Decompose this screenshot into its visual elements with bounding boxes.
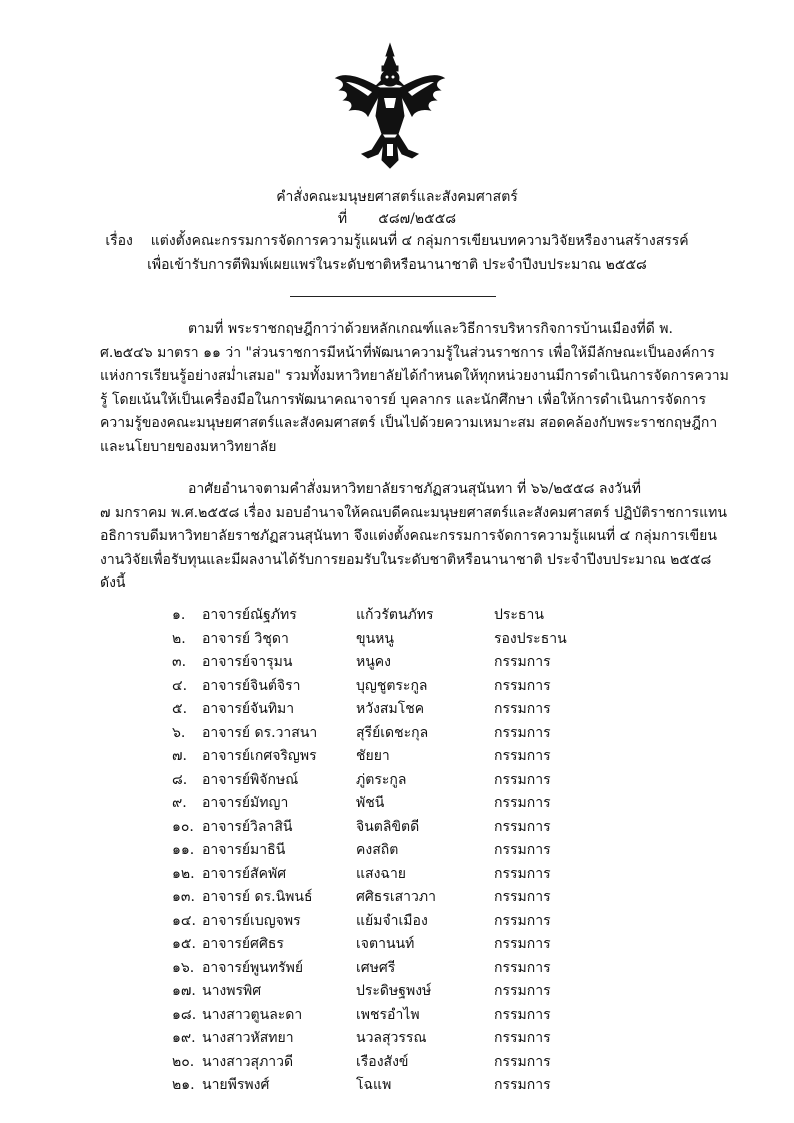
member-number: ๕. — [172, 701, 188, 717]
list-item — [172, 933, 672, 957]
paragraph-line: และนโยบายของมหาวิทยาลัย — [100, 438, 277, 455]
member-surname: หนูคง — [356, 654, 391, 670]
member-number: ๑๗. — [172, 983, 196, 999]
member-number: ๑๐. — [172, 818, 194, 835]
member-name: อาจารย์ณัฐภัทร — [202, 607, 297, 623]
list-item — [172, 980, 672, 1004]
list-item — [172, 628, 672, 652]
member-role: กรรมการ — [494, 842, 551, 858]
member-name: อาจารย์มาธินี — [202, 842, 286, 858]
member-name: อาจารย์จันทิมา — [202, 701, 295, 717]
member-name: อาจารย์ ดร.นิพนธ์ — [202, 889, 313, 905]
list-item — [172, 957, 672, 981]
member-number: ๑๓. — [172, 889, 195, 905]
member-number: ๒. — [172, 630, 186, 647]
member-surname: แย้มจำเมือง — [356, 912, 428, 929]
paragraph-line: ความรู้ของคณะมนุษยศาสตร์และสังคมศาสตร์ เป็นไปด้วยความเหมาะสม สอดคล้องกับพระราชกฤษฎีกา — [100, 415, 718, 431]
member-name: นางสาวหัสทยา — [202, 1030, 294, 1046]
divider — [290, 296, 496, 297]
paragraph-authority — [100, 478, 727, 596]
member-number: ๑๙. — [172, 1030, 196, 1046]
member-surname: สุรีย์เดชะกุล — [356, 724, 429, 741]
member-role: กรรมการ — [494, 1053, 551, 1070]
paragraph-line: แห่งการเรียนรู้อย่างสม่ำเสมอ" รวมทั้งมหาวิทยาลัยได้กำหนดให้ทุกหน่วยงานมีการดำเนินการจัดการความ — [100, 368, 729, 384]
list-item — [172, 886, 672, 910]
member-surname: บุญชูตระกูล — [356, 677, 428, 694]
list-item — [172, 1074, 672, 1098]
member-number: ๑. — [172, 607, 186, 623]
subject-line-2: เพื่อเข้ารับการตีพิมพ์เผยแพร่ในระดับชาติหรือนานาชาติ ประจำปีงบประมาณ ๒๕๕๘ — [147, 257, 647, 273]
member-name: อาจารย์ ดร.วาสนา — [202, 724, 318, 741]
member-number: ๒๐. — [172, 1053, 195, 1070]
number-label: ที่ — [337, 211, 348, 227]
subject-text: แต่งตั้งคณะกรรมการจัดการความรู้แผนที่ ๔ กลุ่มการเขียนบทความวิจัยหรืองานสร้างสรรค์ — [150, 233, 689, 249]
member-surname: หวังสมโชค — [356, 701, 425, 717]
member-name: นางพรพิศ — [202, 983, 262, 999]
member-name: อาจารย์สัคพัศ — [202, 865, 287, 882]
member-number: ๘. — [172, 771, 188, 788]
member-surname: แสงฉาย — [356, 865, 407, 882]
order-issuer: คำสั่งคณะมนุษยศาสตร์และสังคมศาสตร์ — [276, 189, 518, 205]
member-name: อาจารย์พูนทรัพย์ — [202, 959, 304, 976]
member-number: ๗. — [172, 748, 187, 764]
member-role: กรรมการ — [494, 983, 551, 999]
member-number: ๑๘. — [172, 1006, 197, 1023]
member-role: ประธาน — [494, 607, 544, 623]
list-item — [172, 910, 672, 934]
member-role: กรรมการ — [494, 936, 551, 952]
member-role: กรรมการ — [494, 654, 551, 670]
member-surname: แก้วรัตนภัทร — [356, 607, 434, 623]
member-surname: จินตลิขิตดี — [356, 818, 420, 835]
paragraph-preamble — [100, 318, 729, 459]
member-surname: พัชนี — [356, 795, 385, 811]
member-number: ๙. — [172, 795, 187, 811]
member-role: กรรมการ — [494, 724, 551, 741]
member-number: ๑๖. — [172, 959, 195, 976]
member-name: อาจารย์พิจักษณ์ — [202, 771, 299, 788]
paragraph-line: ศ.๒๕๔๖ มาตรา ๑๑ ว่า "ส่วนราชการมีหน้าที่พัฒนาความรู้ในส่วนราชการ เพื่อให้มีลักษณะเป็นองค์การ — [100, 344, 715, 361]
member-surname: ภู่ตระกูล — [356, 771, 407, 788]
paragraph-line: อาศัยอำนาจตามคำสั่งมหาวิทยาลัยราชภัฏสวนสุนันทา ที่ ๖๖/๒๕๕๘ ลงวันที่ — [188, 481, 641, 497]
member-role: กรรมการ — [494, 959, 551, 976]
paragraph-line: ดังนี้ — [100, 575, 126, 591]
member-name: อาจารย์เบญจพร — [202, 912, 301, 929]
member-surname: ชัยยา — [356, 748, 390, 764]
list-item — [172, 675, 672, 699]
list-item — [172, 863, 672, 887]
member-name: อาจารย์ วิชุดา — [202, 630, 289, 647]
member-number: ๖. — [172, 724, 186, 741]
paragraph-line: ตามที่ พระราชกฤษฎีกาว่าด้วยหลักเกณฑ์และวิธีการบริหารกิจการบ้านเมืองที่ดี พ. — [188, 321, 673, 337]
member-role: กรรมการ — [494, 889, 551, 905]
member-role: กรรมการ — [494, 912, 551, 929]
list-item — [172, 604, 672, 628]
member-name: อาจารย์จารุมน — [202, 654, 293, 670]
member-name: อาจารย์มัทญา — [202, 795, 289, 811]
member-role: กรรมการ — [494, 1077, 551, 1093]
member-role: กรรมการ — [494, 818, 551, 835]
member-surname: ขุนหนู — [356, 630, 394, 647]
paragraph-line: อธิการบดีมหาวิทยาลัยราชภัฏสวนสุนันทา จึงแต่งตั้งคณะกรรมการจัดการความรู้แผนที่ ๔ กลุ่มการเขียน — [100, 528, 717, 544]
member-number: ๒๑. — [172, 1077, 195, 1093]
subject-line — [0, 230, 794, 252]
list-item — [172, 839, 672, 863]
list-item — [172, 769, 672, 793]
member-role: กรรมการ — [494, 771, 551, 788]
order-number-line — [0, 208, 794, 230]
member-number: ๑๒. — [172, 865, 195, 882]
member-name: อาจารย์จินต์จิรา — [202, 677, 301, 694]
order-number: ๕๘๗/๒๕๕๘ — [378, 211, 457, 227]
member-surname: เรืองสังข์ — [356, 1053, 409, 1070]
paragraph-line: รู้ โดยเน้นให้เป็นเครื่องมือในการพัฒนาคณาจารย์ บุคลากร และนักศึกษา เพื่อให้การดำเนินการจัดการ — [100, 391, 707, 408]
list-item — [172, 792, 672, 816]
member-role: กรรมการ — [494, 748, 551, 764]
list-item — [172, 1027, 672, 1051]
member-surname: ศศิธรเสาวภา — [356, 889, 436, 905]
member-number: ๔. — [172, 677, 188, 694]
member-role: กรรมการ — [494, 701, 551, 717]
list-item — [172, 816, 672, 840]
member-role: กรรมการ — [494, 865, 551, 882]
member-surname: เพชรอำไพ — [356, 1006, 420, 1023]
member-name: นางสาวตูนละดา — [202, 1006, 303, 1023]
member-number: ๑๑. — [172, 842, 195, 858]
member-surname: เจตานนท์ — [356, 936, 415, 952]
member-name: อาจารย์ศศิธร — [202, 936, 284, 952]
member-number: ๓. — [172, 654, 187, 670]
member-role: กรรมการ — [494, 795, 551, 811]
member-surname: เศษศรี — [356, 959, 396, 976]
subject-label: เรื่อง — [105, 233, 133, 249]
member-surname: คงสถิต — [356, 842, 399, 858]
member-name: นายพีรพงศ์ — [202, 1077, 270, 1093]
list-item — [172, 651, 672, 675]
member-name: อาจารย์วิลาสินี — [202, 818, 293, 835]
list-item — [172, 722, 672, 746]
member-surname: โฉแพ — [356, 1077, 392, 1093]
committee-member-list — [172, 604, 672, 1098]
list-item — [172, 745, 672, 769]
member-role: กรรมการ — [494, 1006, 551, 1023]
member-role: รองประธาน — [494, 630, 567, 647]
list-item — [172, 698, 672, 722]
list-item — [172, 1004, 672, 1028]
member-number: ๑๔. — [172, 912, 196, 929]
list-item — [172, 1051, 672, 1075]
member-name: นางสาวสุภาวดี — [202, 1053, 294, 1070]
member-role: กรรมการ — [494, 1030, 551, 1046]
member-surname: นวลสุวรรณ — [356, 1030, 427, 1046]
member-role: กรรมการ — [494, 677, 551, 694]
paragraph-line: ๗ มกราคม พ.ศ.๒๕๕๘ เรื่อง มอบอำนาจให้คณบดีคณะมนุษยศาสตร์และสังคมศาสตร์ ปฏิบัติราชการแทน — [100, 504, 727, 521]
garuda-emblem-icon — [332, 42, 448, 170]
member-name: อาจารย์เกศจริญพร — [202, 748, 317, 764]
paragraph-line: งานวิจัยเพื่อรับทุนและมีผลงานได้รับการยอมรับในระดับชาติหรือนานาชาติ ประจำปีงบประมาณ ๒๕๕๘ — [100, 551, 712, 568]
member-surname: ประดิษฐพงษ์ — [356, 983, 432, 999]
member-number: ๑๕. — [172, 936, 196, 952]
